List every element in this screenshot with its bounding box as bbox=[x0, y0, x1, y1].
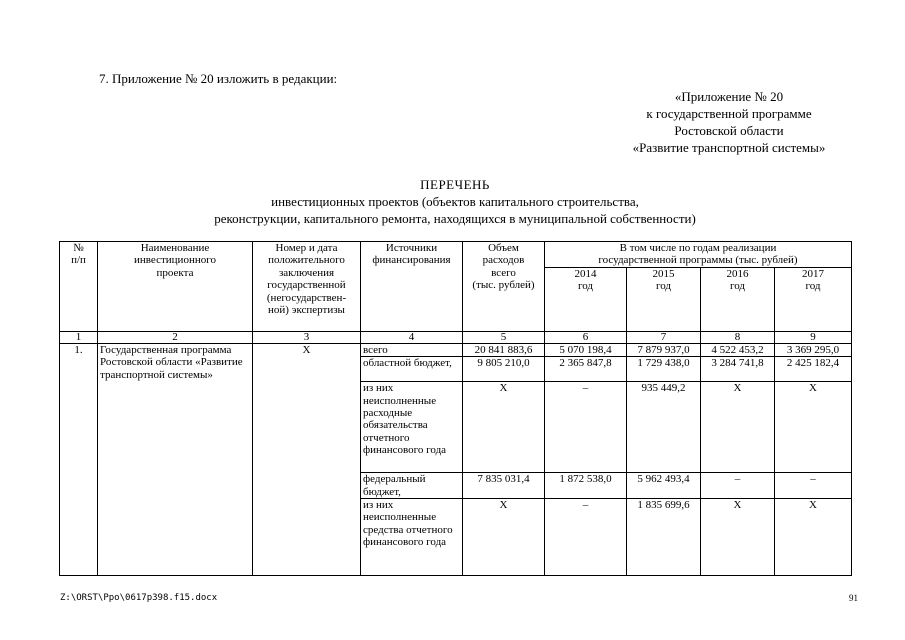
header-year: 2015 год bbox=[627, 267, 701, 331]
header-year: 2017 год bbox=[775, 267, 852, 331]
appendix-line: «Приложение № 20 bbox=[674, 89, 784, 104]
value-cell: 7 879 937,0 bbox=[627, 343, 701, 356]
title-line: реконструкции, капитального ремонта, находящихся в муниципальной собственности) bbox=[214, 211, 696, 226]
column-number: 8 bbox=[701, 331, 775, 343]
value-cell: 4 522 453,2 bbox=[701, 343, 775, 356]
value-cell: 7 835 031,4 bbox=[463, 473, 545, 499]
intro-line: 7. Приложение № 20 изложить в редакции: bbox=[99, 71, 338, 86]
column-number: 5 bbox=[463, 331, 545, 343]
value-cell: 3 284 741,8 bbox=[701, 357, 775, 382]
value-cell: Х bbox=[775, 382, 852, 473]
investment-projects-table bbox=[59, 241, 852, 576]
value-cell: 5 070 198,4 bbox=[545, 343, 627, 356]
project-expertise: Х bbox=[253, 343, 361, 575]
value-cell: 3 369 295,0 bbox=[775, 343, 852, 356]
appendix-line: «Развитие транспортной системы» bbox=[632, 140, 826, 155]
value-cell: 1 835 699,6 bbox=[627, 499, 701, 576]
value-cell: 2 425 182,4 bbox=[775, 357, 852, 382]
column-number: 7 bbox=[627, 331, 701, 343]
value-cell: – bbox=[701, 473, 775, 499]
source-cell: федеральный бюджет, bbox=[361, 473, 463, 499]
header-year: 2016 год bbox=[701, 267, 775, 331]
title-heading: ПЕРЕЧЕНЬ bbox=[420, 177, 490, 192]
appendix-line: к государственной программе bbox=[646, 106, 812, 121]
header-name: Наименование инвестиционного проекта bbox=[98, 242, 253, 332]
value-cell: 2 365 847,8 bbox=[545, 357, 627, 382]
project-num: 1. bbox=[60, 343, 98, 575]
value-cell: – bbox=[775, 473, 852, 499]
source-cell: всего bbox=[361, 343, 463, 356]
value-cell: 5 962 493,4 bbox=[627, 473, 701, 499]
column-numbers-row bbox=[60, 331, 852, 343]
value-cell: Х bbox=[701, 499, 775, 576]
header-row bbox=[60, 242, 852, 268]
source-cell: из них неисполненные расходные обязательства отчетного финансового года bbox=[361, 382, 463, 473]
header-by-years: В том числе по годам реализации государственной программы (тыс. рублей) bbox=[545, 242, 852, 268]
value-cell: 9 805 210,0 bbox=[463, 357, 545, 382]
value-cell: Х bbox=[463, 382, 545, 473]
appendix-line: Ростовской области bbox=[674, 123, 784, 138]
project-name: Государственная программа Ростовской области «Развитие транспортной системы» bbox=[98, 343, 253, 575]
source-cell: областной бюджет, bbox=[361, 357, 463, 382]
column-number: 9 bbox=[775, 331, 852, 343]
column-number: 6 bbox=[545, 331, 627, 343]
column-number: 2 bbox=[98, 331, 253, 343]
value-cell: 1 872 538,0 bbox=[545, 473, 627, 499]
page-number: 91 bbox=[849, 593, 858, 603]
value-cell: 20 841 883,6 bbox=[463, 343, 545, 356]
title-line: инвестиционных проектов (объектов капитального строительства, bbox=[271, 194, 639, 209]
header-num: № п/п bbox=[60, 242, 98, 332]
value-cell: 935 449,2 bbox=[627, 382, 701, 473]
header-sources: Источники финансирования bbox=[361, 242, 463, 332]
value-cell: Х bbox=[463, 499, 545, 576]
column-number: 1 bbox=[60, 331, 98, 343]
column-number: 4 bbox=[361, 331, 463, 343]
value-cell: Х bbox=[775, 499, 852, 576]
appendix-reference bbox=[600, 88, 858, 156]
value-cell: Х bbox=[701, 382, 775, 473]
document-title bbox=[150, 176, 760, 227]
table-row bbox=[60, 343, 852, 356]
value-cell: – bbox=[545, 499, 627, 576]
header-year: 2014 год bbox=[545, 267, 627, 331]
header-expertise: Номер и дата положительного заключения государственной (негосударствен- ной) экспертизы bbox=[253, 242, 361, 332]
header-total: Объем расходов всего (тыс. рублей) bbox=[463, 242, 545, 332]
value-cell: – bbox=[545, 382, 627, 473]
value-cell: 1 729 438,0 bbox=[627, 357, 701, 382]
source-cell: из них неисполненные средства отчетного финансового года bbox=[361, 499, 463, 576]
footer-file-path: Z:\ORST\Ppo\0617p398.f15.docx bbox=[60, 593, 218, 603]
column-number: 3 bbox=[253, 331, 361, 343]
